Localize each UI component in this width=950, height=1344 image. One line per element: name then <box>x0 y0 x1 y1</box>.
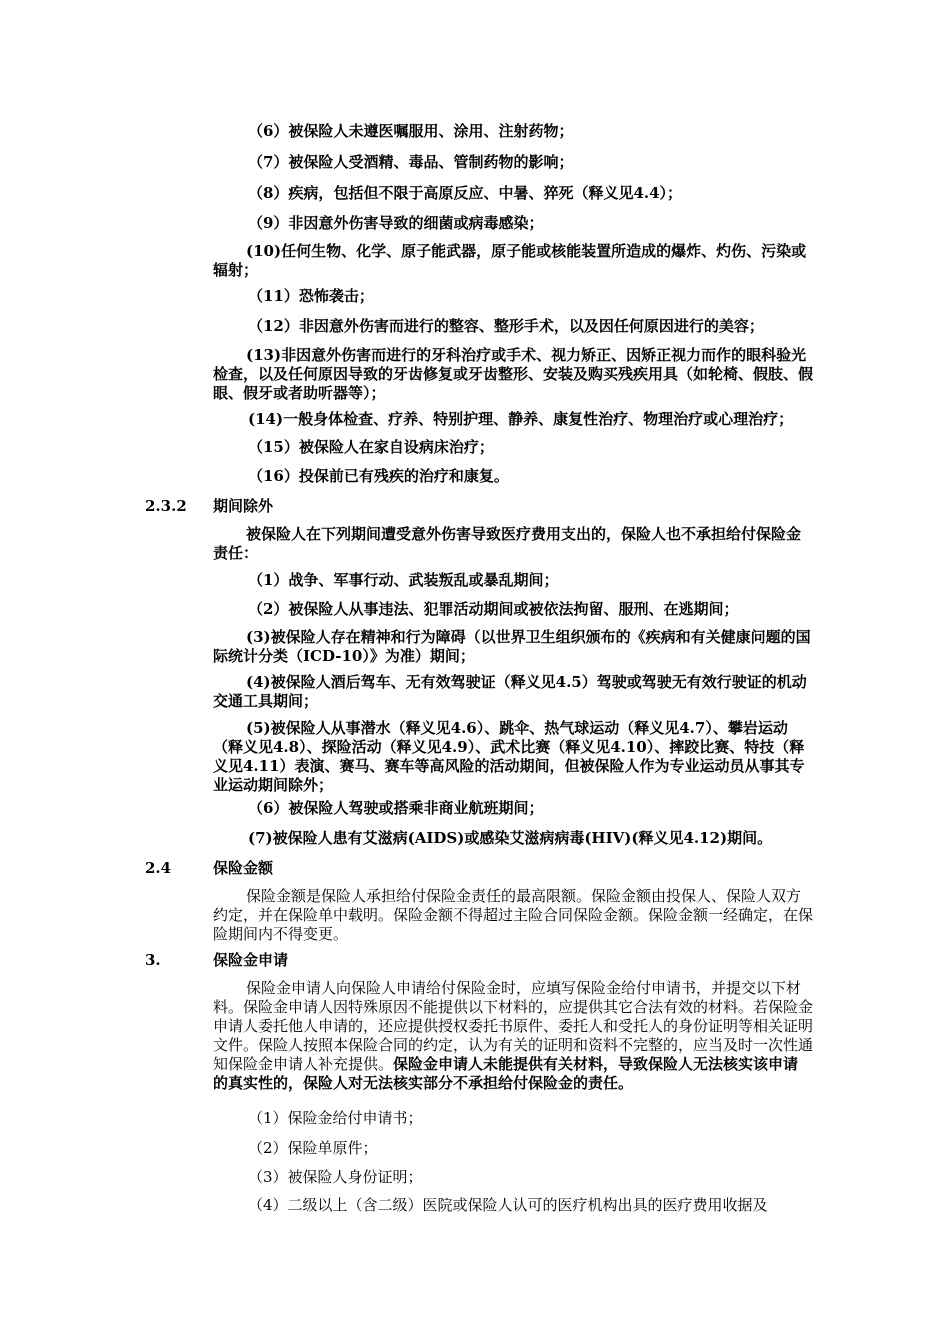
section-number: 2.3.2 <box>145 497 187 515</box>
exclusion-item: （11）恐怖袭击； <box>248 287 374 305</box>
document-item: （3）被保险人身份证明； <box>248 1168 423 1186</box>
exclusion-item: (10)任何生物、化学、原子能武器，原子能或核能装置所造成的爆炸、灼伤、污染或辐射； <box>213 242 807 279</box>
section-number: 3. <box>145 951 161 969</box>
section-number: 2.4 <box>145 859 172 877</box>
document-item: （1）保险金给付申请书； <box>248 1109 423 1127</box>
section-intro: 被保险人在下列期间遭受意外伤害导致医疗费用支出的，保险人也不承担给付保险金责任： <box>213 525 802 562</box>
period-exclusion-item: （1）战争、军事行动、武装叛乱或暴乱期间； <box>248 571 559 589</box>
exclusion-item: （9）非因意外伤害导致的细菌或病毒感染； <box>248 214 544 232</box>
exclusion-item: （15）被保险人在家自设病床治疗； <box>248 438 494 456</box>
document-item: （2）保险单原件； <box>248 1139 378 1157</box>
document-item: （4）二级以上（含二级）医院或保险人认可的医疗机构出具的医疗费用收据及 <box>248 1196 768 1214</box>
exclusion-item: (14)一般身体检查、疗养、特别护理、静养、康复性治疗、物理治疗或心理治疗； <box>248 410 794 428</box>
body-bold-text: 保险金申请人未能提供有关材料，导致保险人无法核实该申请的真实性的，保险人对无法核实部分不承担给付保险金的责任。 <box>213 1055 799 1092</box>
section-title: 保险金额 <box>213 859 274 877</box>
exclusion-item: (13)非因意外伤害而进行的牙科治疗或手术、视力矫正、因矫正视力而作的眼科验光检查，以及任何原因导致的牙齿修复或牙齿整形、安装及购买残疾用具（如轮椅、假肢、假眼、假牙或者助听器等）； <box>213 346 814 402</box>
period-exclusion-item: （6）被保险人驾驶或搭乘非商业航班期间； <box>248 799 544 817</box>
body-normal-text: 保险金申请人向保险人申请给付保险金时，应填写保险金给付申请书，并提交以下材料。保险金申请人因特殊原因不能提供以下材料的，应提供其它合法有效的材料。若保险金申请人委托他人申请的，还应提供授权委托书原件、委托人和受托人的身份证明等相关证明文件。保险人按照本保险合同的约定，认为有关的证明和资料不完整的，应当及时一次性通知保险金申请人补充提供。 <box>213 979 814 1073</box>
section-title: 保险金申请 <box>213 951 289 969</box>
exclusion-item: （8）疾病，包括但不限于高原反应、中暑、猝死（释义见4.4）； <box>248 184 683 202</box>
period-exclusion-item: (5)被保险人从事潜水（释义见4.6）、跳伞、热气球运动（释义见4.7）、攀岩运动（释义见4.8）、探险活动（释义见4.9）、武术比赛（释义见4.10）、摔跤比赛、特技（释义见4.11）表演、赛马、赛车等高风险的活动期间，但被保险人作为专业运动员从事其专业运动期间除外； <box>213 719 805 794</box>
section-title: 期间除外 <box>213 497 274 515</box>
exclusion-item: （16）投保前已有残疾的治疗和康复。 <box>248 467 509 485</box>
section-body: 保险金额是保险人承担给付保险金责任的最高限额。保险金额由投保人、保险人双方约定，并在保险单中载明。保险金额不得超过主险合同保险金额。保险金额一经确定，在保险期间内不得变更。 <box>213 887 814 943</box>
period-exclusion-item: (7)被保险人患有艾滋病(AIDS)或感染艾滋病病毒(HIV)(释义见4.12)期间。 <box>248 829 773 847</box>
exclusion-item: （7）被保险人受酒精、毒品、管制药物的影响； <box>248 153 574 171</box>
period-exclusion-item: (3)被保险人存在精神和行为障碍（以世界卫生组织颁布的《疾病和有关健康问题的国际统计分类（ICD-10）》为准）期间； <box>213 628 811 665</box>
section-body <box>213 979 813 1093</box>
period-exclusion-item: (4)被保险人酒后驾车、无有效驾驶证（释义见4.5）驾驶或驾驶无有效行驶证的机动交通工具期间； <box>213 673 807 710</box>
exclusion-item: （12）非因意外伤害而进行的整容、整形手术，以及因任何原因进行的美容； <box>248 317 764 335</box>
period-exclusion-item: （2）被保险人从事违法、犯罪活动期间或被依法拘留、服刑、在逃期间； <box>248 600 739 618</box>
exclusion-item: （6）被保险人未遵医嘱服用、涂用、注射药物； <box>248 122 574 140</box>
